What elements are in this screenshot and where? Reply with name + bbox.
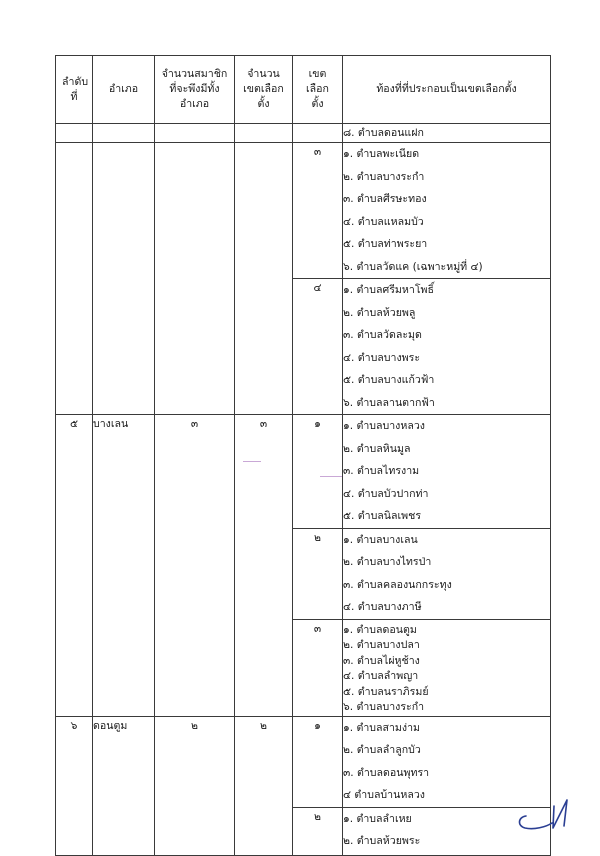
subdistrict-list <box>343 619 551 716</box>
zone-count: ๓ <box>235 415 293 717</box>
subdistrict-item: ๓. ตำบลดอนพุทรา <box>343 766 430 779</box>
subdistrict-item: ๕. ตำบลนราภิรมย์ <box>343 685 429 698</box>
subdistrict-item: ๖. ตำบลบางระกำ <box>343 701 425 713</box>
table-row <box>56 124 551 143</box>
subdistrict-item: ๕. ตำบลท่าพระยา <box>343 238 428 250</box>
subdistrict-list <box>343 528 551 619</box>
table-row <box>56 143 551 279</box>
pen-mark <box>243 461 261 462</box>
subdistrict-item: ๔. ตำบลลำพญา <box>343 670 419 682</box>
zone-number: ๓ <box>293 143 343 279</box>
subdistrict-item: ๔ ตำบลบ้านหลวง <box>343 789 425 801</box>
subdistrict-item: ๓. ตำบลไผ่หูช้าง <box>343 654 420 667</box>
row-number: ๖ <box>56 716 93 855</box>
subdistrict-item: ๑. ตำบลบางหลวง <box>343 420 425 432</box>
subdistrict-item: ๒. ตำบลลำลูกบัว <box>343 744 421 756</box>
subdistrict-list <box>343 279 551 415</box>
signature-icon <box>512 790 572 835</box>
header-members: จำนวนสมาชิกที่จะพึงมีทั้งอำเภอ <box>155 56 235 124</box>
subdistrict-item: ๓. ตำบลศีรษะทอง <box>343 193 427 205</box>
subdistrict-item: ๘. ตำบลดอนแฝก <box>343 127 424 139</box>
subdistrict-list <box>343 143 551 279</box>
zone-number: ๑ <box>293 716 343 807</box>
subdistrict-item: ๔. ตำบลบัวปากท่า <box>343 487 429 500</box>
subdistrict-item: ๕. ตำบลนิลเพชร <box>343 510 422 522</box>
subdistrict-item: ๒. ตำบลบางระกำ <box>343 170 425 183</box>
subdistrict-item: ๔. ตำบลบางพระ <box>343 351 421 364</box>
header-no: ลำดับที่ <box>56 56 93 124</box>
zone-number: ๓ <box>293 619 343 716</box>
subdistrict-item: ๓. ตำบลคลองนกกระทุง <box>343 578 452 591</box>
subdistrict-item: ๖. ตำบลลานตากฟ้า <box>343 396 435 409</box>
header-row <box>56 56 551 124</box>
subdistrict-item: ๑. ตำบลสามง่าม <box>343 721 421 734</box>
zone-number: ๑ <box>293 415 343 529</box>
subdistrict-item: ๒. ตำบลบางปลา <box>343 639 420 651</box>
subdistrict-item: ๕. ตำบลบางแก้วฟ้า <box>343 374 435 386</box>
member-count: ๓ <box>155 415 235 717</box>
subdistrict-item: ๔. ตำบลแหลมบัว <box>343 215 424 228</box>
subdistrict-item: ๒. ตำบลห้วยพระ <box>343 835 421 847</box>
subdistrict-item: ๒. ตำบลหินมูล <box>343 442 411 455</box>
district-name: บางเลน <box>93 415 155 717</box>
district-name: ดอนตูม <box>93 716 155 855</box>
header-area: ท้องที่ที่ประกอบเป็นเขตเลือกตั้ง <box>343 56 551 124</box>
zone-number: ๔ <box>293 279 343 415</box>
header-zone: เขตเลือกตั้ง <box>293 56 343 124</box>
table-row <box>56 415 551 529</box>
zone-number: ๒ <box>293 807 343 855</box>
header-zone-count: จำนวนเขตเลือกตั้ง <box>235 56 293 124</box>
subdistrict-item: ๑. ตำบลพะเนียด <box>343 148 420 160</box>
row-number: ๕ <box>56 415 93 717</box>
subdistrict-item: ๑. ตำบลลำเหย <box>343 812 412 825</box>
election-zone-table <box>55 55 551 856</box>
subdistrict-item: ๒. ตำบลห้วยพลู <box>343 306 416 319</box>
member-count: ๒ <box>155 716 235 855</box>
pen-mark <box>320 476 342 477</box>
subdistrict-item: ๑. ตำบลศรีมหาโพธิ์ <box>343 284 434 296</box>
subdistrict-item: ๔. ตำบลบางภาษี <box>343 601 422 613</box>
zone-count: ๒ <box>235 716 293 855</box>
subdistrict-item: ๓. ตำบลวัดละมุด <box>343 329 422 341</box>
subdistrict-item: ๓. ตำบลไทรงาม <box>343 465 420 477</box>
table-row <box>56 716 551 807</box>
subdistrict-list <box>343 415 551 529</box>
zone-number: ๒ <box>293 528 343 619</box>
header-district: อำเภอ <box>93 56 155 124</box>
subdistrict-item: ๒. ตำบลบางไทรป่า <box>343 556 432 568</box>
subdistrict-item: ๑. ตำบลบางเลน <box>343 533 418 546</box>
subdistrict-item: ๑. ตำบลดอนตูม <box>343 623 417 636</box>
subdistrict-item: ๖. ตำบลวัดแค (เฉพาะหมู่ที่ ๔) <box>343 260 483 273</box>
